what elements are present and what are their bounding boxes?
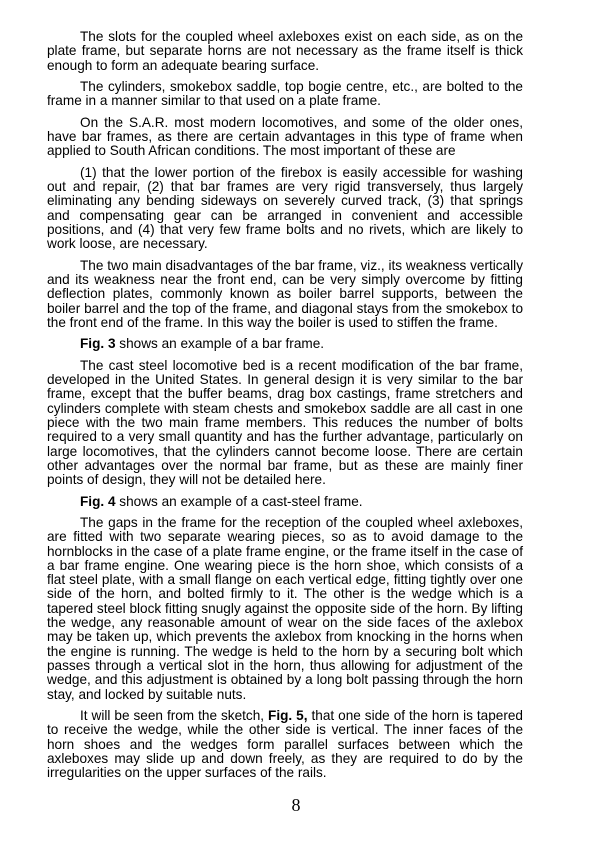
- fig5-reference: Fig. 5,: [268, 708, 308, 724]
- fig3-reference: Fig. 3: [80, 336, 116, 352]
- paragraph-text: On the S.A.R. most modern locomotives, and some of the older ones, have bar frames, as there are certain advantages in this type of frame when applied to South African conditions. The most important of these are: [47, 114, 523, 159]
- paragraph-cast-steel-bed: [47, 359, 523, 488]
- paragraph-text: The two main disadvantages of the bar frame, viz., its weakness vertically and its weakness near the front end, can be very simply overcome by fitting deflection plates, commonly known as boiler barrel supports, between the boiler barrel and the top of the frame, and diagonal stays from the smokebox to the front end of the frame. In this way the boiler is used to stiffen the frame.: [47, 257, 523, 330]
- paragraph-text: that one side of the horn is tapered to receive the wedge, while the other side is vertical. The inner faces of the horn shoes and the wedges form parallel surfaces between which the axleboxes may slide up and down freely, as they are required to do by the irregularities on the upper surfaces of the rails.: [47, 708, 523, 781]
- paragraph-fig3-caption: [47, 337, 523, 351]
- page-number: 8: [291, 795, 301, 815]
- fig4-reference: Fig. 4: [80, 493, 116, 509]
- page-content: [47, 30, 523, 788]
- paragraph-text: The cast steel locomotive bed is a recent modification of the bar frame, developed in the United States. In general design it is very similar to the bar frame, except that the buffer beams, drag box castings, frame stretchers and cylinders complete with steam chests and smokebox saddle are all cast in one piece with the two main frame members. This reduces the number of bolts required to a very small quantity and has the further advantage, particularly on large locomotives, that the cylinders cannot become loose. There are certain other advantages over the normal bar frame, but as these are mainly finer points of design, they will not be detailed here.: [47, 357, 523, 488]
- paragraph-text: The slots for the coupled wheel axleboxes exist on each side, as on the plate frame, but separate horns are not necessary as the frame itself is thick enough to form an adequate bearing surface.: [47, 29, 523, 73]
- paragraph-text: (1) that the lower portion of the firebox is easily accessible for washing out and repair, (2) that bar frames are very rigid transversely, thus largely eliminating any bending sideways on severely curved track, (3) that springs and compensating gear can be arranged in convenient and accessible positions, and (4) that very few frame bolts and no rivets, which are likely to work loose, are necessary.: [47, 164, 523, 252]
- paragraph-wearing-pieces: [47, 516, 523, 702]
- paragraph-text: The gaps in the frame for the reception of the coupled wheel axleboxes, are fitted with two separate wearing pieces, so as to avoid damage to the hornblocks in the case of a plate frame engine, or the frame itself in the case of a bar frame engine. One wearing piece is the horn shoe, which consists of a flat steel plate, with a small flange on each vertical edge, fitting tightly over one side of the horn, and bolted firmly to it. The other is the wedge which is a tapered steel block fitting snugly against the opposite side of the horn. By lifting the wedge, any reasonable amount of wear on the side faces of the axlebox may be taken up, which prevents the axlebox from knocking in the horns when the engine is running. The wedge is held to the horn by a securing bolt which passes through a vertical slot in the horn, thus allowing for adjustment of the wedge, and this adjustment is obtained by a long bolt passing through the horn stay, and locked by suitable nuts.: [47, 514, 523, 702]
- paragraph-text: The cylinders, smokebox saddle, top bogie centre, etc., are bolted to the frame in a manner similar to that used on a plate frame.: [47, 78, 523, 109]
- paragraph-text: It will be seen from the sketch,: [80, 708, 269, 724]
- paragraph-sar-bar-frames: [47, 116, 523, 159]
- paragraph-text: shows an example of a bar frame.: [115, 336, 325, 352]
- paragraph-disadvantages: [47, 259, 523, 331]
- paragraph-advantages-list: [47, 166, 523, 252]
- paragraph-axlebox-slots: [47, 30, 523, 73]
- paragraph-fig5-sketch: [47, 709, 523, 781]
- paragraph-text: shows an example of a cast-steel frame.: [115, 493, 363, 509]
- paragraph-cylinders-bolted: [47, 80, 523, 109]
- paragraph-fig4-caption: [47, 495, 523, 509]
